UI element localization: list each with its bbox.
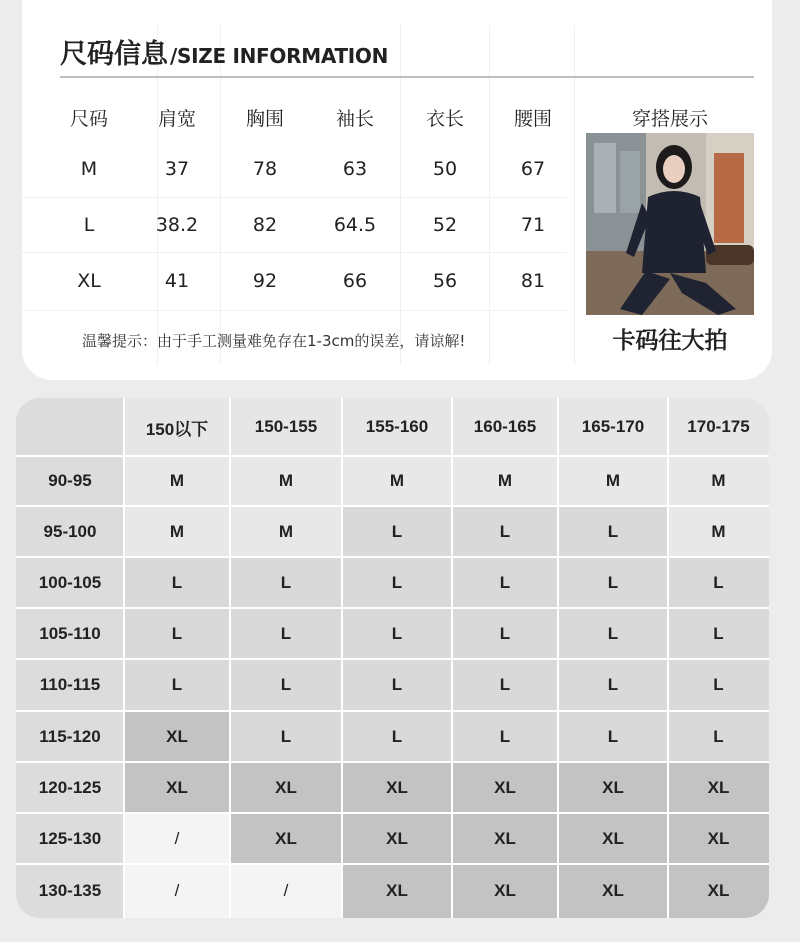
title-divider	[60, 76, 754, 78]
recommended-size-cell: L	[342, 557, 452, 608]
recommended-size-cell: XL	[452, 813, 558, 864]
recommended-size-cell: L	[558, 659, 668, 711]
recommended-size-cell: /	[230, 864, 342, 918]
size-measurement: 63	[342, 158, 368, 180]
height-header: 165-170	[558, 398, 668, 456]
size-label: L	[83, 214, 95, 236]
recommended-size-cell: M	[558, 456, 668, 506]
weight-header: 105-110	[16, 608, 124, 659]
recommended-size-cell: XL	[558, 762, 668, 813]
outfit-photo	[586, 133, 754, 315]
recommended-size-cell: L	[342, 659, 452, 711]
weight-header: 90-95	[16, 456, 124, 506]
size-measurement: 56	[432, 270, 458, 292]
size-measurement: 50	[432, 158, 458, 180]
size-measurement: 38.2	[155, 214, 199, 236]
recommended-size-cell: L	[124, 659, 230, 711]
height-header: 160-165	[452, 398, 558, 456]
recommended-size-cell: M	[124, 506, 230, 557]
recommended-size-cell: L	[230, 711, 342, 762]
outfit-label: 穿搭展示	[631, 108, 708, 130]
grid-divider	[16, 812, 769, 814]
recommended-size-cell: M	[668, 456, 769, 506]
size-table-header: 袖长	[335, 108, 374, 130]
size-measurement: 81	[520, 270, 546, 292]
recommended-size-cell: L	[452, 659, 558, 711]
recommended-size-cell: L	[124, 557, 230, 608]
recommended-size-cell: L	[124, 608, 230, 659]
grid-divider	[16, 863, 769, 865]
height-header: 155-160	[342, 398, 452, 456]
recommended-size-cell: XL	[230, 813, 342, 864]
recommended-size-cell: L	[558, 506, 668, 557]
weight-header: 125-130	[16, 813, 124, 864]
grid-divider	[16, 556, 769, 558]
size-table-header: 胸围	[245, 108, 284, 130]
recommended-size-cell: M	[230, 506, 342, 557]
recommended-size-cell: L	[342, 506, 452, 557]
size-tip: 卡码往大拍	[612, 328, 728, 354]
recommended-size-cell: L	[230, 608, 342, 659]
recommended-size-cell: L	[230, 557, 342, 608]
size-measurement: 82	[252, 214, 278, 236]
recommended-size-cell: XL	[668, 813, 769, 864]
recommended-size-cell: M	[124, 456, 230, 506]
recommended-size-cell: L	[668, 608, 769, 659]
weight-header: 120-125	[16, 762, 124, 813]
recommended-size-cell: L	[558, 557, 668, 608]
recommended-size-cell: L	[452, 608, 558, 659]
recommended-size-cell: XL	[558, 813, 668, 864]
grid-divider	[16, 607, 769, 609]
height-header: 170-175	[668, 398, 769, 456]
recommended-size-cell: XL	[342, 762, 452, 813]
size-recommendation-table	[16, 398, 769, 918]
recommended-size-cell: M	[342, 456, 452, 506]
recommended-size-cell: XL	[230, 762, 342, 813]
recommended-size-cell: XL	[558, 864, 668, 918]
recommended-size-cell: L	[668, 659, 769, 711]
size-measurement: 78	[252, 158, 278, 180]
weight-header: 115-120	[16, 711, 124, 762]
height-header: 150以下	[124, 398, 230, 456]
size-label: XL	[77, 270, 101, 292]
recommended-size-cell: XL	[124, 711, 230, 762]
title-chinese: 尺码信息	[60, 39, 168, 70]
size-label: M	[80, 158, 98, 180]
grid-divider	[16, 505, 769, 507]
recommended-size-cell: L	[668, 711, 769, 762]
recommended-size-cell: /	[124, 864, 230, 918]
recommended-size-cell: L	[342, 608, 452, 659]
recommended-size-cell: L	[342, 711, 452, 762]
recommended-size-cell: L	[452, 506, 558, 557]
recommended-size-cell: L	[558, 711, 668, 762]
recommended-size-cell: L	[452, 557, 558, 608]
size-measurement: 41	[164, 270, 190, 292]
size-table-header: 衣长	[425, 108, 464, 130]
recommended-size-cell: XL	[668, 762, 769, 813]
recommended-size-cell: L	[230, 659, 342, 711]
recommended-size-cell: XL	[124, 762, 230, 813]
title-english: /SIZE INFORMATION	[170, 44, 389, 68]
size-info-card	[22, 0, 772, 380]
recommended-size-cell: XL	[668, 864, 769, 918]
grid-divider	[16, 710, 769, 712]
recommended-size-cell: /	[124, 813, 230, 864]
size-measurement: 64.5	[333, 214, 377, 236]
recommended-size-cell: XL	[342, 864, 452, 918]
weight-header: 110-115	[16, 659, 124, 711]
grid-line	[22, 310, 567, 311]
height-header: 150-155	[230, 398, 342, 456]
table-corner	[16, 398, 124, 456]
size-measurement: 52	[432, 214, 458, 236]
grid-line	[22, 252, 567, 253]
recommended-size-cell: M	[452, 456, 558, 506]
recommended-size-cell: L	[668, 557, 769, 608]
model-photo-illustration	[586, 133, 754, 315]
weight-header: 95-100	[16, 506, 124, 557]
grid-divider	[16, 455, 769, 457]
size-measurement: 67	[520, 158, 546, 180]
measurement-note: 温馨提示：由于手工测量难免存在1-3cm的误差，请谅解!	[82, 332, 466, 350]
size-table-header: 肩宽	[157, 108, 196, 130]
weight-header: 100-105	[16, 557, 124, 608]
weight-header: 130-135	[16, 864, 124, 918]
recommended-size-cell: L	[558, 608, 668, 659]
page-title	[60, 32, 388, 72]
recommended-size-cell: M	[668, 506, 769, 557]
size-table-header: 腰围	[513, 108, 552, 130]
size-measurement: 66	[342, 270, 368, 292]
recommended-size-cell: M	[230, 456, 342, 506]
grid-divider	[16, 658, 769, 660]
size-table-header: 尺码	[69, 108, 108, 130]
size-measurement: 92	[252, 270, 278, 292]
recommended-size-cell: XL	[452, 762, 558, 813]
size-measurement: 71	[520, 214, 546, 236]
size-measurement: 37	[164, 158, 190, 180]
grid-line	[22, 197, 567, 198]
recommended-size-cell: L	[452, 711, 558, 762]
recommended-size-cell: XL	[452, 864, 558, 918]
recommended-size-cell: XL	[342, 813, 452, 864]
grid-divider	[16, 761, 769, 763]
